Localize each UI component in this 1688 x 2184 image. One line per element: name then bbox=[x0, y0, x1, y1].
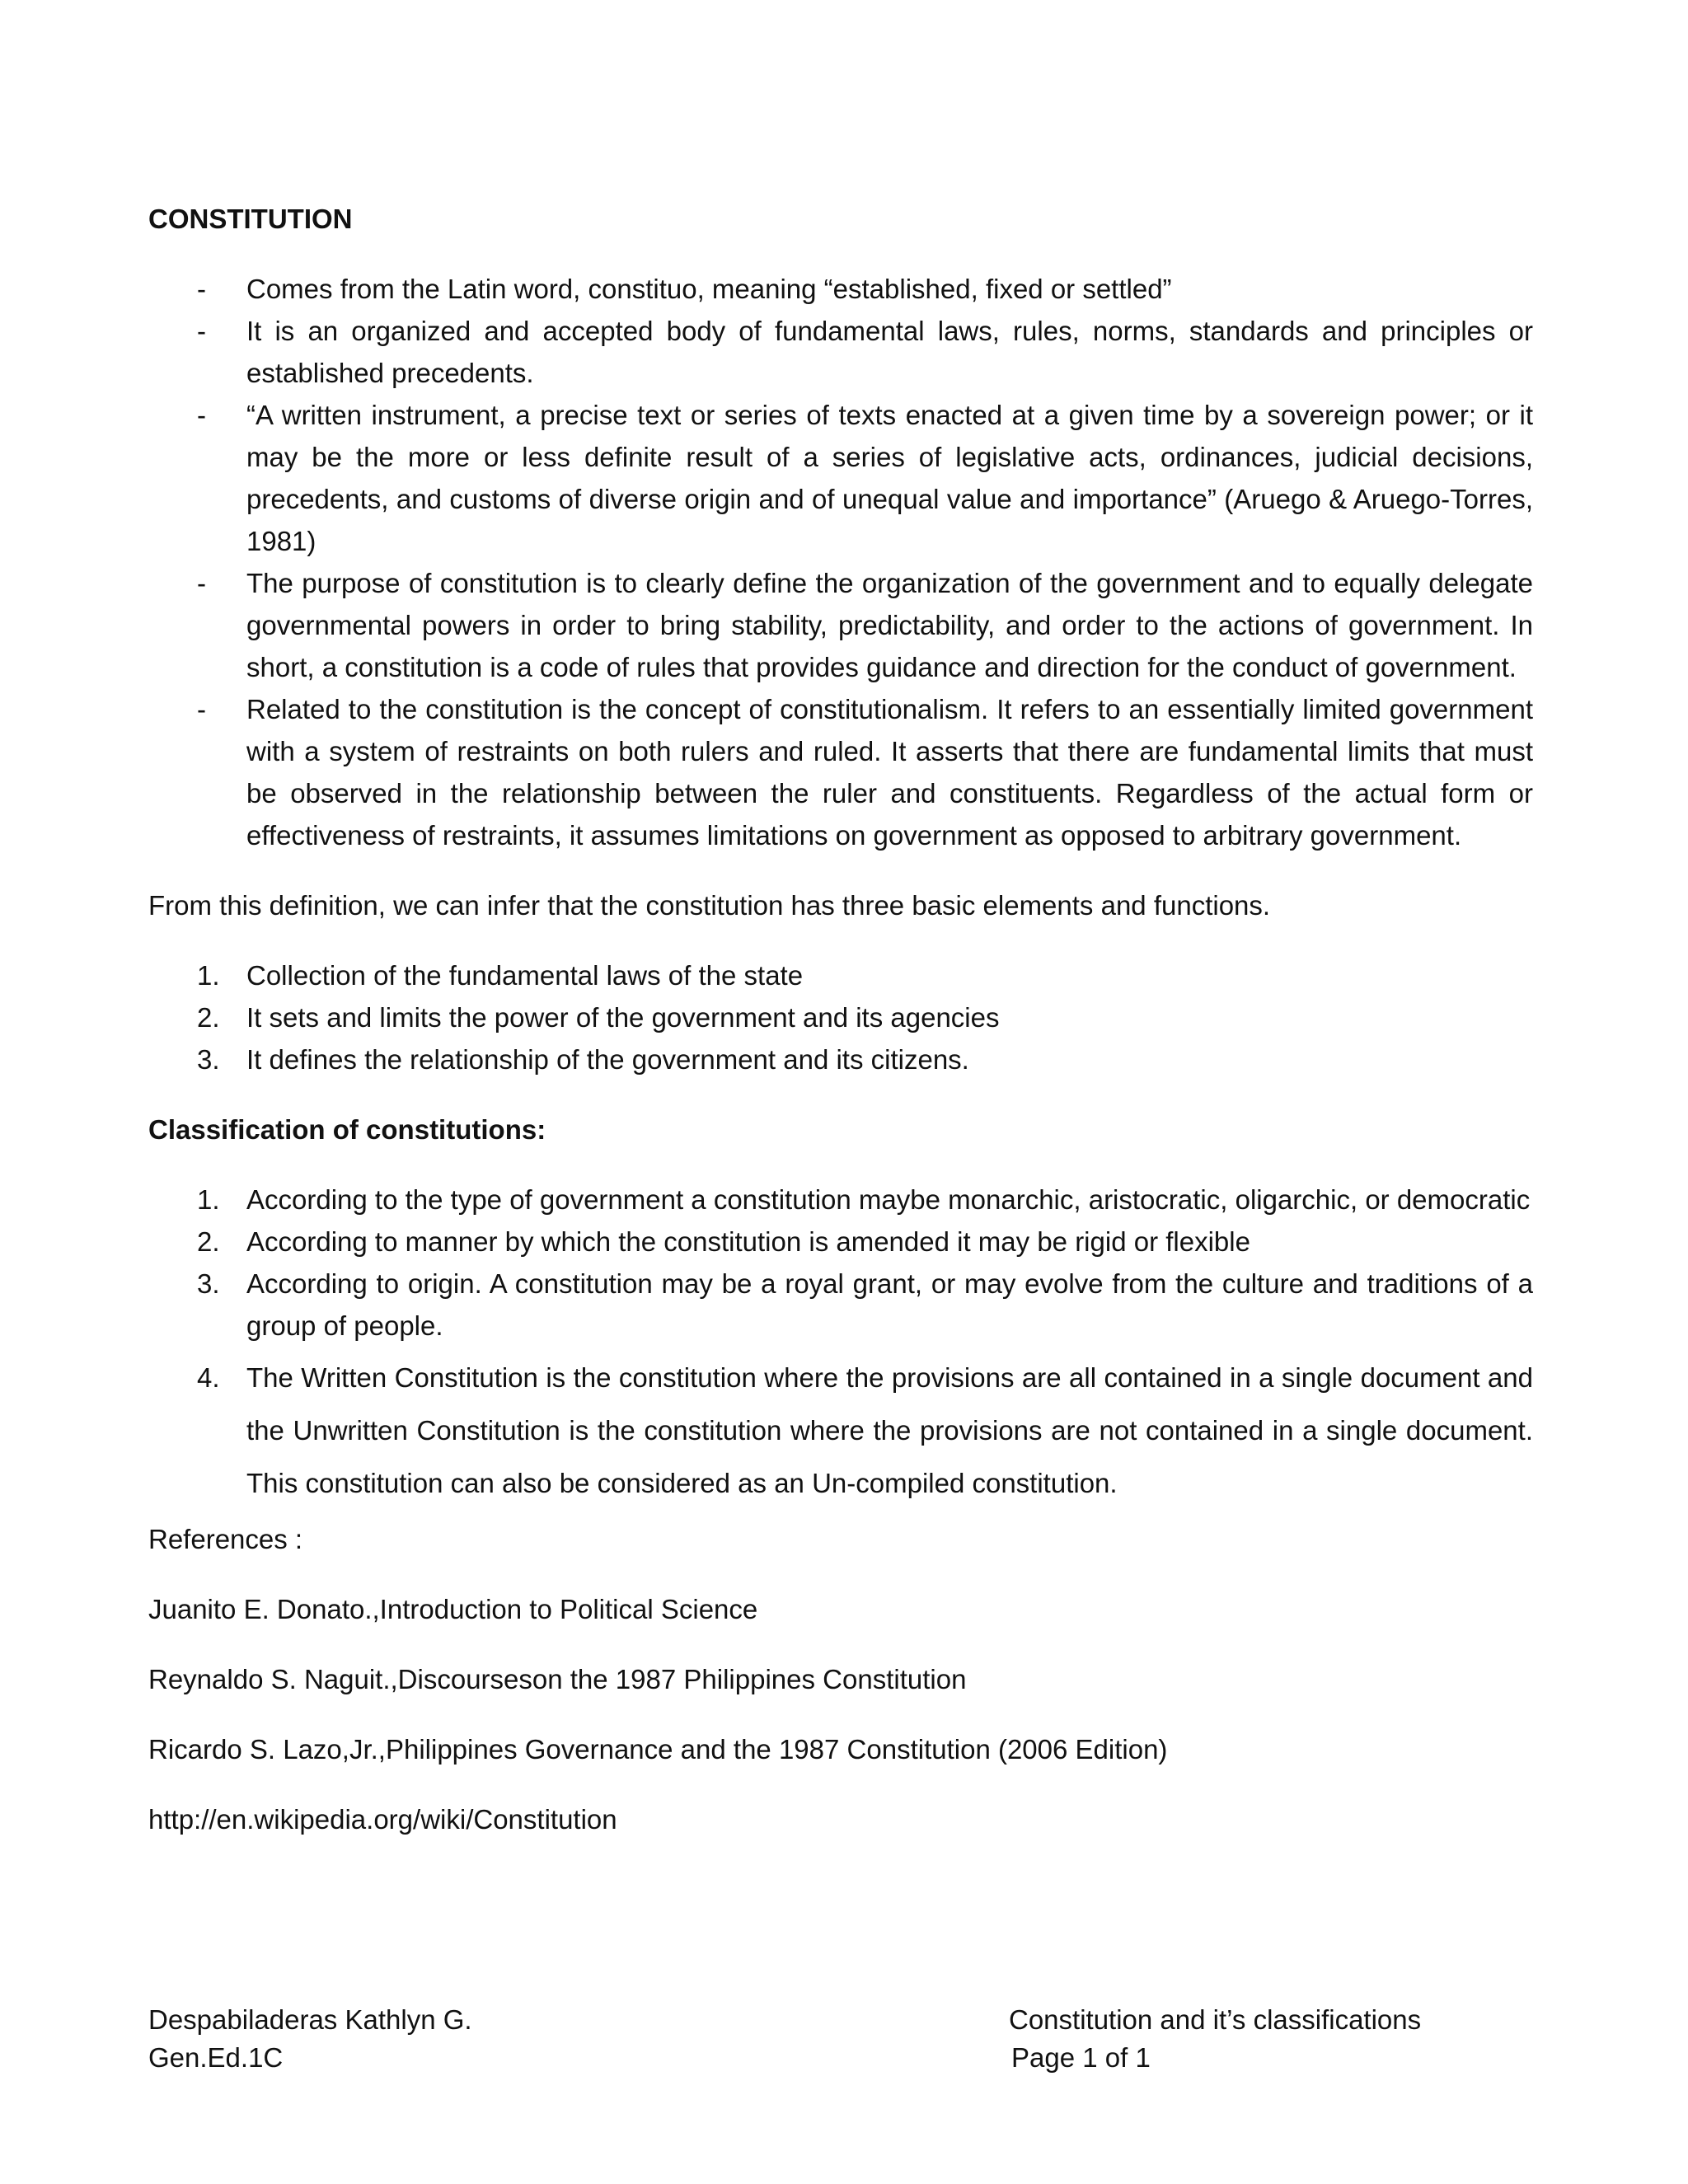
definition-item bbox=[148, 562, 1533, 688]
definition-item bbox=[148, 394, 1533, 562]
reference-item: Reynaldo S. Naguit.,Discourseson the 1987 Philippines Constitution bbox=[148, 1664, 967, 1694]
definition-text: “A written instrument, a precise text or series of texts enacted at a given time by a sovereign power; or it may be the more or less definite result of a series of legislative acts, ordinances, judicial decisions, precedents, and customs of diverse origin and of unequal value and importance” (Aruego & Aruego-Torres, 1981) bbox=[246, 400, 1533, 556]
classification-text: The Written Constitution is the constitution where the provisions are all contained in a single document and the Unwritten Constitution is the constitution where the provisions are not contained in a single document. This constitution can also be considered as an Un-compiled constitution. bbox=[246, 1362, 1533, 1498]
definition-item bbox=[148, 688, 1533, 856]
reference-link[interactable]: http://en.wikipedia.org/wiki/Constitution bbox=[148, 1804, 617, 1835]
footer-left bbox=[148, 2001, 472, 2077]
references-label: References : bbox=[148, 1524, 303, 1554]
definition-item bbox=[148, 268, 1533, 310]
reference-item: Juanito E. Donato.,Introduction to Political Science bbox=[148, 1594, 758, 1624]
classification-item bbox=[148, 1352, 1533, 1510]
classification-text: According to manner by which the constitution is amended it may be rigid or flexible bbox=[246, 1226, 1250, 1257]
definition-text: It is an organized and accepted body of fundamental laws, rules, norms, standards and principles or established precedents. bbox=[246, 316, 1533, 388]
list-number: 3. bbox=[197, 1044, 220, 1075]
inference-paragraph: From this definition, we can infer that the constitution has three basic elements and functions. bbox=[148, 890, 1271, 921]
dash-marker: - bbox=[197, 400, 206, 430]
list-number: 3. bbox=[197, 1268, 220, 1299]
document-body bbox=[148, 198, 1533, 1868]
list-number: 1. bbox=[197, 1184, 220, 1215]
element-item bbox=[148, 1038, 1533, 1080]
footer-doc-title: Constitution and it’s classifications bbox=[1009, 2004, 1422, 2035]
classification-text: According to the type of government a constitution maybe monarchic, aristocratic, oligarchic, or democratic bbox=[246, 1184, 1531, 1215]
definition-text: Comes from the Latin word, constituo, meaning “established, fixed or settled” bbox=[246, 274, 1172, 304]
classification-item bbox=[148, 1221, 1533, 1263]
definition-list bbox=[148, 268, 1533, 856]
list-number: 1. bbox=[197, 960, 220, 991]
list-number: 2. bbox=[197, 1002, 220, 1033]
element-text: Collection of the fundamental laws of the state bbox=[246, 960, 804, 991]
classification-heading: Classification of constitutions: bbox=[148, 1114, 546, 1145]
element-text: It defines the relationship of the government and its citizens. bbox=[246, 1044, 969, 1075]
dash-marker: - bbox=[197, 568, 206, 598]
footer-course: Gen.Ed.1C bbox=[148, 2042, 284, 2073]
page-title: CONSTITUTION bbox=[148, 204, 353, 234]
definition-item bbox=[148, 310, 1533, 394]
dash-marker: - bbox=[197, 274, 206, 304]
classification-list bbox=[148, 1179, 1533, 1510]
footer-page-number: Page 1 of 1 bbox=[1011, 2042, 1151, 2073]
dash-marker: - bbox=[197, 316, 206, 346]
element-item bbox=[148, 996, 1533, 1038]
definition-text: The purpose of constitution is to clearly define the organization of the government and to equally delegate governmental powers in order to bring stability, predictability, and order to the actions of government. In short, a constitution is a code of rules that provides guidance and direction for the conduct of government. bbox=[246, 568, 1533, 682]
elements-list bbox=[148, 954, 1533, 1080]
definition-text: Related to the constitution is the concept of constitutionalism. It refers to an essentially limited government with a system of restraints on both rulers and ruled. It asserts that there are fundamental limits that must be observed in the relationship between the ruler and constituents. Regardless of the actual form or effectiveness of restraints, it assumes limitations on government as opposed to arbitrary government. bbox=[246, 694, 1533, 851]
footer-author: Despabiladeras Kathlyn G. bbox=[148, 2004, 472, 2035]
element-text: It sets and limits the power of the government and its agencies bbox=[246, 1002, 1000, 1033]
classification-item bbox=[148, 1263, 1533, 1347]
list-number: 2. bbox=[197, 1226, 220, 1257]
dash-marker: - bbox=[197, 694, 206, 724]
classification-item bbox=[148, 1179, 1533, 1221]
footer-right bbox=[1009, 2001, 1421, 2077]
element-item bbox=[148, 954, 1533, 996]
classification-text: According to origin. A constitution may be a royal grant, or may evolve from the culture and traditions of a group of people. bbox=[246, 1268, 1533, 1341]
reference-item: Ricardo S. Lazo,Jr.,Philippines Governance and the 1987 Constitution (2006 Edition) bbox=[148, 1734, 1168, 1765]
list-number: 4. bbox=[197, 1362, 220, 1393]
